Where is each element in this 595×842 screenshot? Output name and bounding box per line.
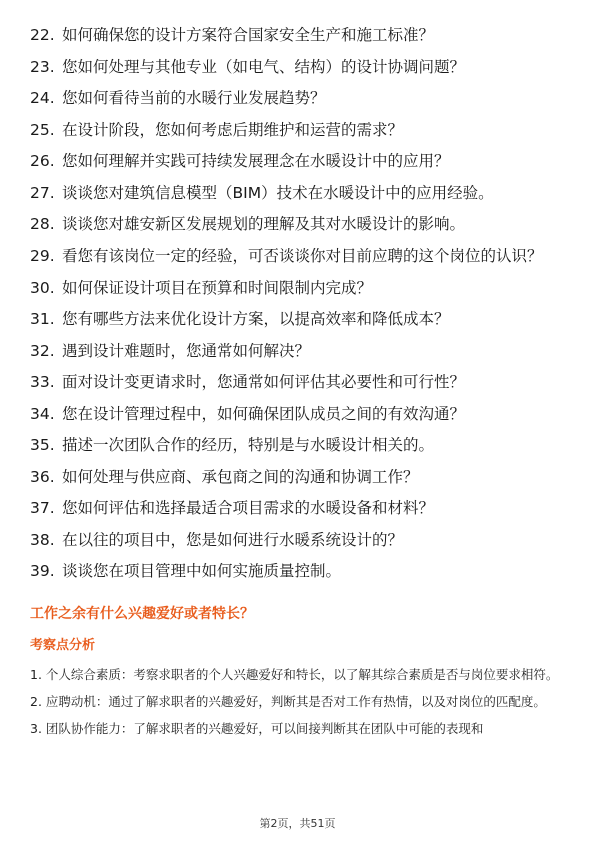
- question-number: 38.: [30, 530, 55, 549]
- question-number: 27.: [30, 183, 55, 202]
- analysis-item: 3. 团队协作能力：了解求职者的兴趣爱好，可以间接判断其在团队中可能的表现和: [30, 721, 484, 736]
- question-item: [30, 119, 575, 141]
- question-number: 35.: [30, 436, 55, 454]
- question-text: 您如何评估和选择最适合项目需求的水暖设备和材料？: [62, 499, 435, 517]
- question-item: [30, 497, 575, 519]
- question-item: [30, 56, 575, 78]
- question-text: 如何确保您的设计方案符合国家安全生产和施工标准？: [62, 26, 435, 44]
- question-text: 谈谈您对建筑信息模型（BIM）技术在水暖设计中的应用经验。: [62, 183, 494, 202]
- question-number: 28.: [30, 215, 55, 233]
- question-item: [30, 371, 575, 393]
- question-item: [30, 213, 575, 235]
- question-number: 31.: [30, 310, 55, 328]
- question-text: 您如何理解并实践可持续发展理念在水暖设计中的应用？: [62, 152, 450, 170]
- question-text: 谈谈您对雄安新区发展规划的理解及其对水暖设计的影响。: [62, 215, 466, 233]
- question-item: [30, 182, 575, 204]
- question-item: [30, 466, 575, 488]
- section-heading: 工作之余有什么兴趣爱好或者特长？: [30, 606, 254, 622]
- question-item: [30, 560, 575, 582]
- question-text: 如何处理与供应商、承包商之间的沟通和协调工作？: [62, 467, 419, 486]
- question-number: 39.: [30, 562, 55, 580]
- question-item: [30, 340, 575, 362]
- question-number: 29.: [30, 246, 55, 265]
- question-list: [30, 24, 575, 592]
- question-number: 24.: [30, 89, 55, 107]
- question-item: [30, 245, 575, 267]
- question-number: 36.: [30, 467, 55, 486]
- question-text: 您有哪些方法来优化设计方案，以提高效率和降低成本？: [62, 310, 450, 328]
- question-number: 33.: [30, 373, 55, 391]
- question-item: [30, 308, 575, 330]
- question-number: 30.: [30, 278, 55, 297]
- question-item: [30, 24, 575, 46]
- question-text: 您如何看待当前的水暖行业发展趋势？: [62, 89, 326, 107]
- question-number: 23.: [30, 57, 55, 76]
- question-item: [30, 434, 575, 456]
- analysis-item: 1. 个人综合素质：考察求职者的个人兴趣爱好和特长，以了解其综合素质是否与岗位要求相符。: [30, 667, 559, 682]
- question-item: [30, 87, 575, 109]
- question-item: [30, 277, 575, 299]
- question-text: 在以往的项目中，您是如何进行水暖系统设计的？: [62, 530, 404, 549]
- question-text: 您在设计管理过程中，如何确保团队成员之间的有效沟通？: [62, 404, 466, 423]
- question-number: 26.: [30, 152, 55, 170]
- question-number: 34.: [30, 404, 55, 423]
- analysis-list: [30, 662, 570, 743]
- question-number: 37.: [30, 499, 55, 517]
- question-text: 您如何处理与其他专业（如电气、结构）的设计协调问题？: [62, 57, 466, 76]
- question-text: 谈谈您在项目管理中如何实施质量控制。: [62, 562, 342, 580]
- question-text: 面对设计变更请求时，您通常如何评估其必要性和可行性？: [62, 373, 466, 391]
- question-number: 25.: [30, 120, 55, 139]
- sub-heading: 考察点分析: [30, 638, 96, 653]
- question-number: 32.: [30, 341, 55, 360]
- question-item: [30, 529, 575, 551]
- page-footer: 第2页，共51页: [259, 817, 336, 830]
- question-item: [30, 403, 575, 425]
- question-text: 如何保证设计项目在预算和时间限制内完成？: [62, 278, 373, 297]
- question-item: [30, 150, 575, 172]
- question-text: 描述一次团队合作的经历，特别是与水暖设计相关的。: [62, 436, 435, 454]
- question-number: 22.: [30, 26, 55, 44]
- question-text: 看您有该岗位一定的经验，可否谈谈你对目前应聘的这个岗位的认识？: [62, 246, 543, 265]
- analysis-item: 2. 应聘动机：通过了解求职者的兴趣爱好，判断其是否对工作有热情，以及对岗位的匹配度。: [30, 694, 546, 709]
- question-text: 遇到设计难题时，您通常如何解决？: [62, 341, 311, 360]
- question-text: 在设计阶段，您如何考虑后期维护和运营的需求？: [62, 120, 404, 139]
